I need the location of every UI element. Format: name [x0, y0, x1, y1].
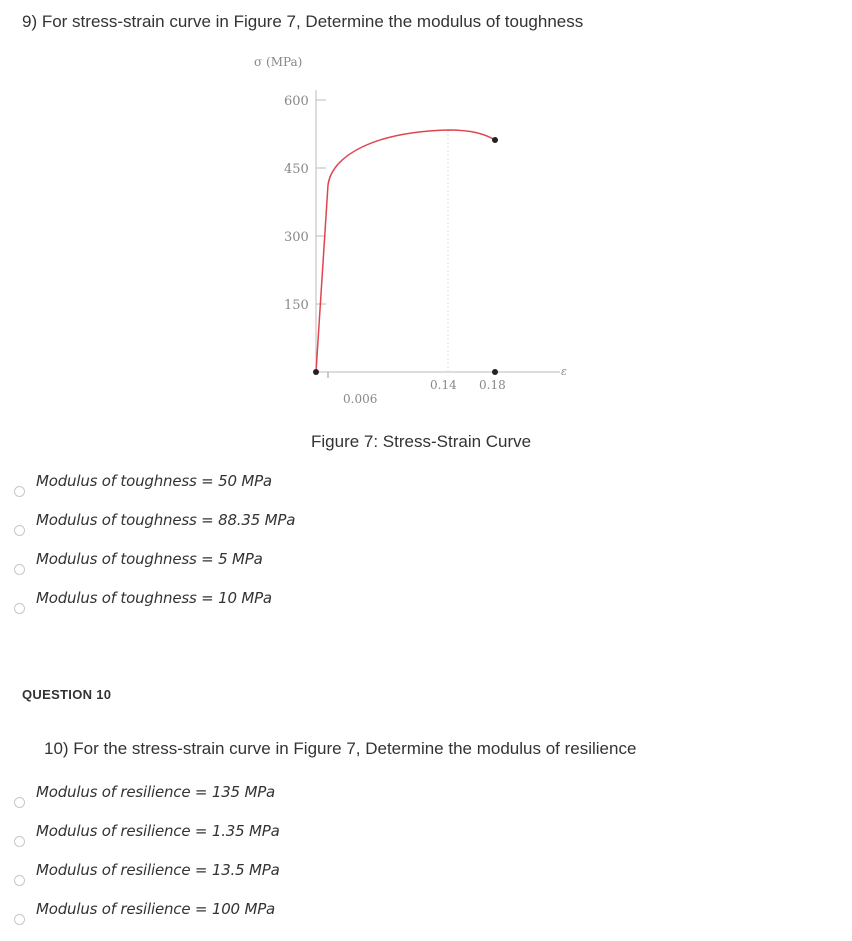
y-axis-label: σ (MPa) — [254, 55, 303, 69]
x-annotation-0-006: 0.006 — [343, 392, 378, 406]
option-label: Modulus of resilience = 13.5 MPa — [36, 861, 280, 879]
radio-button[interactable] — [14, 797, 25, 808]
radio-button[interactable] — [14, 486, 25, 497]
x-point-0-18 — [492, 369, 498, 375]
radio-button[interactable] — [14, 603, 25, 614]
radio-button[interactable] — [14, 914, 25, 925]
option-label: Modulus of toughness = 88.35 MPa — [36, 511, 296, 529]
y-tick-label-600: 600 — [284, 94, 309, 109]
question-10-title: 10) For the stress-strain curve in Figure 7, Determine the modulus of resilience — [44, 739, 637, 758]
y-tick-label-300: 300 — [284, 230, 309, 245]
radio-button[interactable] — [14, 525, 25, 536]
stress-strain-curve — [316, 130, 495, 372]
radio-button[interactable] — [14, 564, 25, 575]
fracture-point — [492, 137, 498, 143]
y-tick-label-150: 150 — [284, 298, 309, 313]
radio-button[interactable] — [14, 875, 25, 886]
x-tick-label-0-18: 0.18 — [479, 378, 506, 392]
x-tick-label-0-14: 0.14 — [430, 378, 457, 392]
x-axis-label: ε — [561, 365, 567, 378]
stress-strain-figure — [240, 50, 600, 415]
question-9-title: 9) For stress-strain curve in Figure 7, Determine the modulus of toughness — [22, 12, 584, 31]
option-label: Modulus of resilience = 100 MPa — [36, 900, 276, 918]
y-tick-label-450: 450 — [284, 162, 309, 177]
option-label: Modulus of resilience = 135 MPa — [36, 783, 276, 801]
question-10-header: QUESTION 10 — [22, 687, 112, 702]
option-label: Modulus of toughness = 50 MPa — [36, 472, 272, 490]
radio-button[interactable] — [14, 836, 25, 847]
origin-point — [313, 369, 319, 375]
figure-caption: Figure 7: Stress-Strain Curve — [311, 432, 532, 451]
option-label: Modulus of toughness = 5 MPa — [36, 550, 263, 568]
option-label: Modulus of toughness = 10 MPa — [36, 589, 272, 607]
option-label: Modulus of resilience = 1.35 MPa — [36, 822, 280, 840]
